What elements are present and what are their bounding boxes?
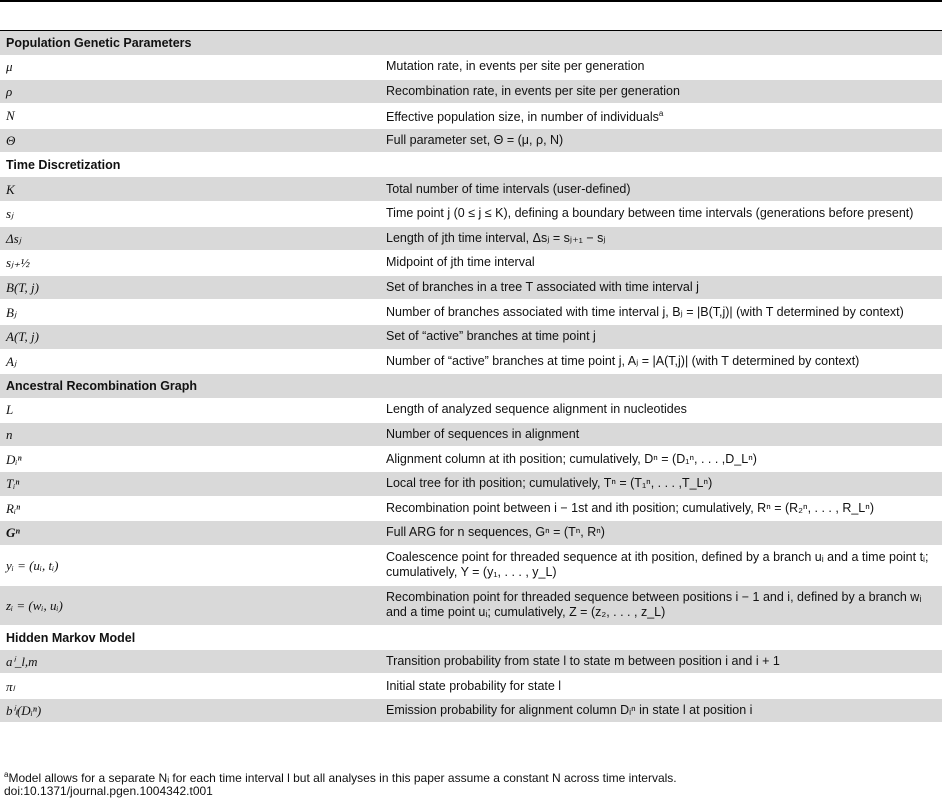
symbol-cell: n [0, 422, 374, 447]
symbol-cell: zᵢ = (wᵢ, uᵢ) [0, 585, 374, 625]
description-cell: Number of branches associated with time interval j, Bⱼ = |B(T,j)| (with T determined by context) [374, 300, 942, 325]
symbol-cell: πₗ [0, 674, 374, 699]
description-cell [374, 545, 942, 585]
table-row [0, 79, 942, 104]
symbol-cell: Aⱼ [0, 349, 374, 374]
table-row [0, 496, 942, 521]
table-row [0, 128, 942, 153]
symbol-cell: A(T, j) [0, 324, 374, 349]
description-cell: Initial state probability for state l [374, 674, 942, 699]
section-title: Time Discretization [0, 153, 942, 178]
table-row [0, 698, 942, 723]
table-row [0, 201, 942, 226]
symbol-cell: Bⱼ [0, 300, 374, 325]
description-line-2: cumulatively, Y = (y₁, . . . , y_L) [386, 565, 557, 580]
symbol-cell: Θ [0, 128, 374, 153]
table-row [0, 674, 942, 699]
bottom-rule-cell [0, 723, 942, 724]
description-cell: Number of sequences in alignment [374, 422, 942, 447]
table-row [0, 521, 942, 546]
table-row [0, 447, 942, 472]
symbol-cell: sⱼ₊½ [0, 251, 374, 276]
table-row [0, 398, 942, 422]
symbol-cell: B(T, j) [0, 275, 374, 300]
symbol-cell: yᵢ = (uᵢ, tᵢ) [0, 545, 374, 585]
section-title: Hidden Markov Model [0, 625, 942, 650]
description-cell: Full ARG for n sequences, Gⁿ = (Tⁿ, Rⁿ) [374, 521, 942, 546]
section-header [0, 374, 942, 399]
description-cell: Total number of time intervals (user-defined) [374, 177, 942, 201]
footnote-mark: a [658, 109, 664, 119]
table-row [0, 349, 942, 374]
description-cell: Length of jth time interval, Δsⱼ = sⱼ₊₁ − sⱼ [374, 226, 942, 251]
symbol-cell: aⁱ_l,m [0, 650, 374, 674]
section-title: Population Genetic Parameters [0, 31, 942, 56]
description-cell: Set of branches in a tree T associated with time interval j [374, 275, 942, 300]
table-bottom-rule [0, 723, 942, 724]
description-cell: Mutation rate, in events per site per generation [374, 55, 942, 79]
description-cell: Recombination point between i − 1st and ith position; cumulatively, Rⁿ = (R₂ⁿ, . . . , R_Lⁿ) [374, 496, 942, 521]
section-header [0, 31, 942, 56]
symbol-cell: N [0, 104, 374, 129]
table-row [0, 55, 942, 79]
symbol-cell: Rᵢⁿ [0, 496, 374, 521]
symbol-cell: bⁱₗ(Dᵢⁿ) [0, 698, 374, 723]
footnote-text: Model allows for a separate Nᵢ for each time interval l but all analyses in this paper assume a constant N across time intervals. [8, 771, 677, 785]
symbol-cell: ρ [0, 79, 374, 104]
table-row [0, 585, 942, 625]
description-cell: Alignment column at ith position; cumulatively, Dⁿ = (D₁ⁿ, . . . ,D_Lⁿ) [374, 447, 942, 472]
symbol-cell: sⱼ [0, 201, 374, 226]
description-line-2: and a time point uᵢ; cumulatively, Z = (z₂, . . . , z_L) [386, 605, 666, 620]
table-row [0, 251, 942, 276]
table-row [0, 324, 942, 349]
table-row [0, 177, 942, 201]
symbol-cell: K [0, 177, 374, 201]
description-cell: Midpoint of jth time interval [374, 251, 942, 276]
symbol-cell: μ [0, 55, 374, 79]
symbol-cell: Dᵢⁿ [0, 447, 374, 472]
table-row [0, 545, 942, 585]
table-row [0, 471, 942, 496]
description-line: Coalescence point for threaded sequence at ith position, defined by a branch uᵢ and a time point tᵢ; [386, 550, 929, 565]
description-cell: Set of “active” branches at time point j [374, 324, 942, 349]
description-cell: Length of analyzed sequence alignment in nucleotides [374, 398, 942, 422]
table-row [0, 104, 942, 129]
doi-label: doi:10.1371/journal.pgen.1004342.t001 [4, 784, 213, 798]
symbol-cell: Δsⱼ [0, 226, 374, 251]
table-row [0, 650, 942, 674]
description-cell: Number of “active” branches at time point j, Aⱼ = |A(T,j)| (with T determined by context) [374, 349, 942, 374]
description-cell [374, 585, 942, 625]
symbol-cell: Tᵢⁿ [0, 471, 374, 496]
description-cell: Transition probability from state l to state m between position i and i + 1 [374, 650, 942, 674]
table-row [0, 226, 942, 251]
symbol-cell: Gⁿ [0, 521, 374, 546]
table-row [0, 300, 942, 325]
section-header [0, 153, 942, 178]
description-cell [374, 104, 942, 129]
description-cell: Recombination rate, in events per site per generation [374, 79, 942, 104]
table-row [0, 422, 942, 447]
table-top-rule [0, 0, 942, 2]
table-row [0, 275, 942, 300]
description-cell: Full parameter set, Θ = (μ, ρ, N) [374, 128, 942, 153]
description-cell: Local tree for ith position; cumulatively, Tⁿ = (T₁ⁿ, . . . ,T_Lⁿ) [374, 471, 942, 496]
parameters-table [0, 30, 942, 723]
description-line: Recombination point for threaded sequence between positions i − 1 and i, defined by a branch wᵢ [386, 590, 922, 605]
section-title: Ancestral Recombination Graph [0, 374, 942, 399]
footnote-mark: a [4, 770, 9, 779]
description-text: Effective population size, in number of individuals [386, 110, 659, 125]
description-cell: Time point j (0 ≤ j ≤ K), defining a boundary between time intervals (generations before present) [374, 201, 942, 226]
section-header [0, 625, 942, 650]
symbol-cell: L [0, 398, 374, 422]
description-cell: Emission probability for alignment column Dᵢⁿ in state l at position i [374, 698, 942, 723]
